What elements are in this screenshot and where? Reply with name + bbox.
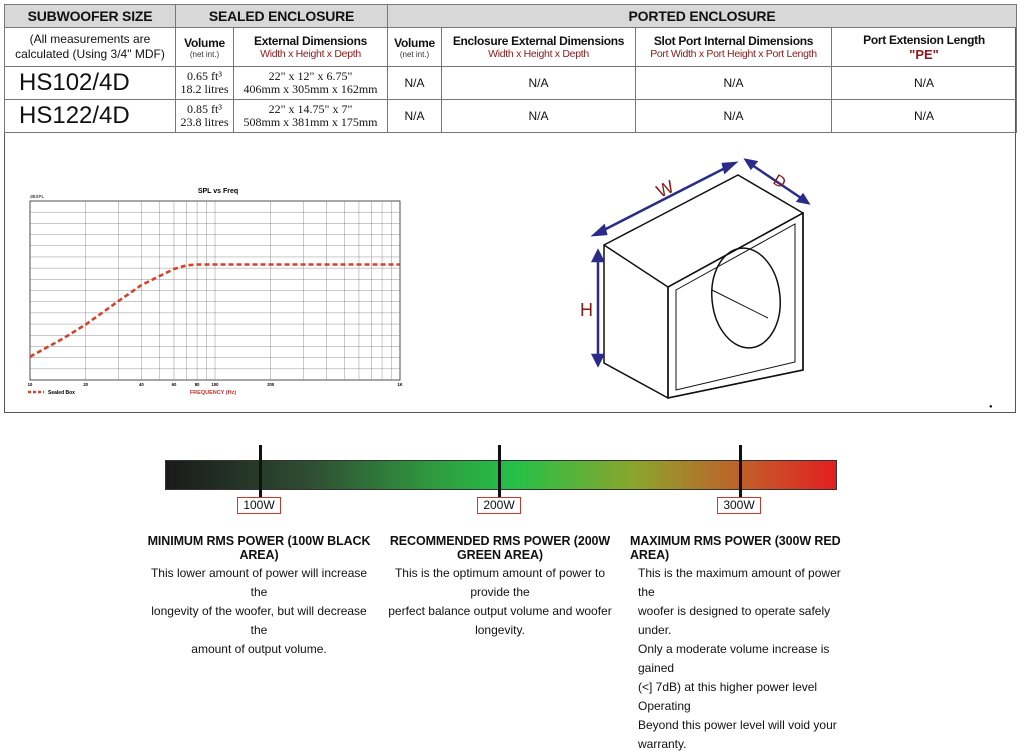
ported-volume: N/A (388, 67, 442, 100)
width-arrow-head (723, 163, 735, 172)
table-row (5, 100, 1017, 133)
model-name: HS122/4D (5, 100, 176, 133)
dims-inches: 22" x 14.75" x 7" (268, 102, 353, 116)
calc-note: (All measurements are calculated (Using 3/4" MDF) (5, 28, 176, 67)
header-sealed: SEALED ENCLOSURE (176, 5, 388, 28)
min-power-title: MINIMUM RMS POWER (100W BLACK AREA) (147, 534, 371, 562)
x-tick-label: 10 (27, 382, 33, 387)
tag-100w: 100W (237, 497, 281, 514)
y-axis-label: dBSPL (30, 194, 45, 199)
header-ported: PORTED ENCLOSURE (388, 5, 1017, 28)
legend-label: Sealed Box (48, 390, 75, 396)
min-power-line: amount of output volume. (191, 642, 327, 656)
chart-title: SPL vs Freq (197, 188, 239, 195)
max-power-line: This is the maximum amount of power the (638, 566, 841, 599)
model-name: HS102/4D (5, 67, 176, 100)
ported-volume-note: (net int.) (399, 49, 430, 59)
x-tick-label: 80 (194, 382, 200, 387)
label-d: D (770, 171, 789, 193)
ported-ext-dims-sub: Width x Height x Depth (488, 48, 589, 60)
spl-vs-freq-chart (8, 184, 408, 406)
corner-dot: ● (989, 404, 993, 410)
slot-port-sub: Port Width x Port Height x Port Length (650, 48, 817, 60)
max-power-line: woofer is designed to operate safely under. (638, 604, 831, 637)
dims-inches: 22" x 12" x 6.75" (268, 69, 353, 83)
label-w: W (653, 176, 678, 202)
x-axis-label: FREQUENCY (Hz) (189, 390, 237, 396)
max-power-line: Only a moderate volume increase is gained (638, 642, 830, 675)
min-power-block (146, 534, 372, 659)
ported-volume-label: Volume (394, 35, 435, 50)
power-gradient-bar (165, 460, 837, 490)
rec-power-line: This is the optimum amount of power to provide the (394, 566, 606, 599)
volume-litres: 23.8 litres (180, 115, 229, 129)
max-power-line: (<] 7dB) at this higher power level Operating (638, 680, 818, 713)
x-tick-label: 100 (211, 382, 219, 387)
slot-port-dims: N/A (636, 67, 832, 100)
sealed-ext-dims-sub: Width x Height x Depth (260, 48, 361, 60)
tag-200w: 200W (477, 497, 521, 514)
ported-volume: N/A (388, 100, 442, 133)
chart-grid (30, 201, 400, 380)
ported-ext-dims: N/A (442, 67, 636, 100)
dims-mm: 508mm x 381mm x 175mm (243, 115, 378, 129)
rec-power-line: perfect balance output volume and woofer longevity. (388, 604, 612, 637)
min-power-line: This lower amount of power will increase the (150, 566, 368, 599)
volume-litres: 18.2 litres (180, 82, 229, 96)
x-tick-label: 1K (397, 382, 403, 387)
height-arrow-head (593, 251, 603, 261)
table-row (5, 67, 1017, 100)
ported-ext-dims-label: Enclosure External Dimensions (452, 34, 625, 48)
volume-ft: 0.65 ft³ (187, 69, 222, 83)
port-extension: N/A (832, 100, 1017, 133)
width-arrow-head (594, 226, 606, 235)
slot-port-dims: N/A (636, 100, 832, 133)
ported-ext-dims: N/A (442, 100, 636, 133)
volume-ft: 0.85 ft³ (187, 102, 222, 116)
tag-300w: 300W (717, 497, 761, 514)
max-power-line: Beyond this power level will void your warranty. (638, 718, 837, 751)
max-power-block (630, 534, 854, 754)
height-arrow-head (593, 355, 603, 365)
sealed-ext-dims-label: External Dimensions (253, 34, 367, 48)
x-tick-label: 40 (139, 382, 144, 387)
port-extension: N/A (832, 67, 1017, 100)
label-h: H (580, 300, 593, 320)
dims-mm: 406mm x 305mm x 162mm (243, 82, 378, 96)
rec-power-title: RECOMMENDED RMS POWER (200W GREEN AREA) (389, 534, 611, 562)
max-power-title: MAXIMUM RMS POWER (300W RED AREA) (630, 534, 841, 562)
x-tick-label: 20 (83, 382, 89, 387)
box-outline (604, 175, 803, 398)
port-ext-sub: "PE" (909, 46, 939, 62)
enclosure-diagram (560, 148, 830, 410)
header-subwoofer-size: SUBWOOFER SIZE (5, 5, 176, 28)
sealed-volume-note: (net int.) (189, 49, 220, 59)
port-ext-label: Port Extension Length (863, 32, 985, 47)
slot-port-label: Slot Port Internal Dimensions (653, 34, 814, 48)
min-power-line: longevity of the woofer, but will decrease the (151, 604, 367, 637)
sealed-volume-label: Volume (184, 35, 225, 50)
rec-power-block (374, 534, 626, 640)
x-tick-label: 200 (267, 382, 275, 387)
spec-table (4, 4, 1017, 133)
x-tick-label: 60 (171, 382, 177, 387)
x-tick-labels (28, 382, 403, 387)
